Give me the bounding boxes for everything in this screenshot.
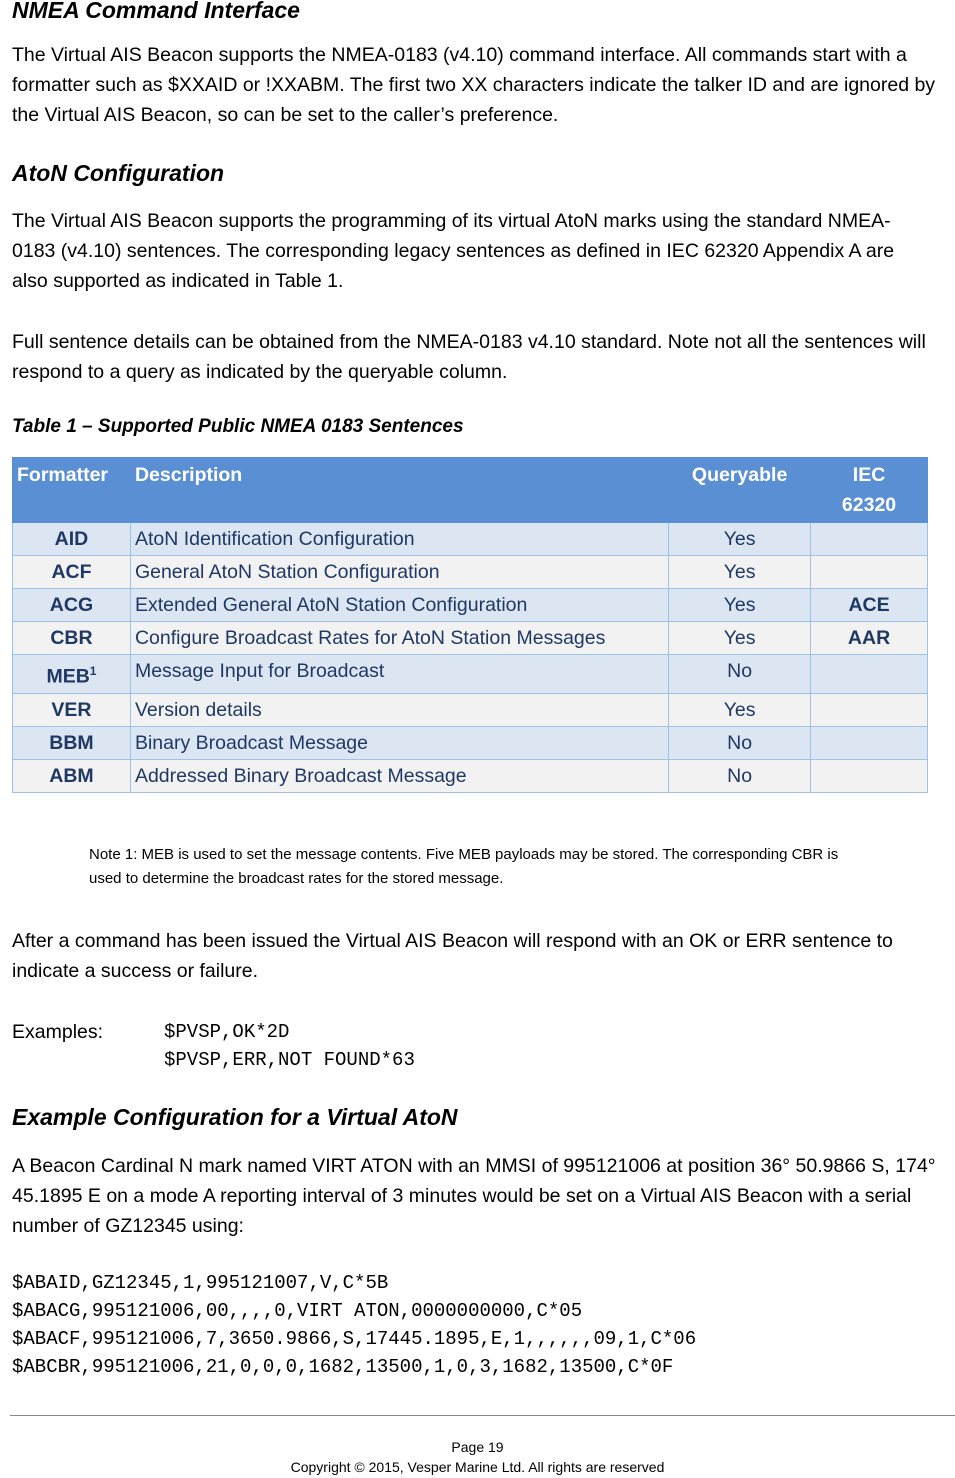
footer-divider — [10, 1415, 955, 1416]
cell-queryable: No — [669, 726, 811, 759]
header-iec-line1: IEC — [852, 464, 886, 486]
aton-heading: AtoN Configuration — [12, 160, 225, 186]
table-caption: Table 1 – Supported Public NMEA 0183 Sentences — [12, 416, 464, 437]
cell-queryable: No — [669, 759, 811, 792]
cell-iec: AAR — [811, 622, 928, 655]
sentences-table — [12, 457, 928, 793]
cell-formatter: ABM — [13, 759, 131, 792]
table-row — [13, 693, 928, 726]
header-iec-line2: 62320 — [841, 494, 897, 516]
copyright: Copyright © 2015, Vesper Marine Ltd. All rights are reserved — [290, 1459, 665, 1475]
cell-iec — [811, 726, 928, 759]
code-block — [12, 1269, 696, 1381]
code-line-acg: $ABACG,995121006,00,,,,0,VIRT ATON,0000000000,C*05 — [12, 1300, 583, 1322]
cell-iec — [811, 523, 928, 556]
table-row — [13, 523, 928, 556]
cell-description: AtoN Identification Configuration — [130, 523, 668, 556]
cell-description: General AtoN Station Configuration — [130, 556, 668, 589]
cell-formatter — [13, 655, 131, 694]
table-row — [13, 759, 928, 792]
cell-iec: ACE — [811, 589, 928, 622]
table-row — [13, 556, 928, 589]
cell-queryable: Yes — [669, 523, 811, 556]
table-row — [13, 655, 928, 694]
cell-queryable: Yes — [669, 622, 811, 655]
header-description: Description — [130, 458, 668, 523]
formatter-text: MEB — [46, 665, 90, 688]
cell-formatter: ACG — [13, 589, 131, 622]
aton-paragraph-1: The Virtual AIS Beacon supports the programming of its virtual AtoN marks using the standard NMEA-0183 (v4.10) sentences. The corresponding legacy sentences as defined in IEC 62320 Appendix A are also supported as indicated in Table 1. — [12, 210, 895, 292]
table-footnote: Note 1: MEB is used to set the message contents. Five MEB payloads may be stored. The corresponding CBR is used to determine the broadcast rates for the stored message. — [89, 846, 839, 887]
cell-iec — [811, 759, 928, 792]
cell-iec — [811, 693, 928, 726]
table-row — [13, 622, 928, 655]
examples-block — [12, 1018, 415, 1074]
cell-queryable: Yes — [669, 693, 811, 726]
cell-formatter: VER — [13, 693, 131, 726]
cell-formatter: ACF — [13, 556, 131, 589]
examples-list — [164, 1018, 415, 1074]
nmea-heading: NMEA Command Interface — [12, 0, 300, 23]
example-config-paragraph: A Beacon Cardinal N mark named VIRT ATON with an MMSI of 995121006 at position 36° 50.9866 S, 174° 45.1895 E on a mode A reporting interval of 3 minutes would be set on a Virtual AIS Beacon with a serial number of GZ12345 using: — [12, 1155, 936, 1237]
example-config-heading: Example Configuration for a Virtual AtoN — [12, 1104, 458, 1130]
response-paragraph: After a command has been issued the Virtual AIS Beacon will respond with an OK or ERR sentence to indicate a success or failure. — [12, 930, 893, 982]
cell-description: Configure Broadcast Rates for AtoN Station Messages — [130, 622, 668, 655]
cell-iec — [811, 556, 928, 589]
code-line-aid: $ABAID,GZ12345,1,995121007,V,C*5B — [12, 1272, 389, 1294]
cell-description: Extended General AtoN Station Configuration — [130, 589, 668, 622]
cell-description: Binary Broadcast Message — [130, 726, 668, 759]
header-formatter: Formatter — [13, 458, 131, 523]
table-row — [13, 726, 928, 759]
cell-formatter: CBR — [13, 622, 131, 655]
example-ok: $PVSP,OK*2D — [164, 1021, 290, 1043]
cell-queryable: Yes — [669, 556, 811, 589]
cell-queryable: No — [669, 655, 811, 694]
examples-label: Examples: — [12, 1021, 104, 1043]
cell-formatter: AID — [13, 523, 131, 556]
footnote-marker: 1 — [89, 664, 97, 678]
code-line-acf: $ABACF,995121006,7,3650.9866,S,17445.1895,E,1,,,,,,09,1,C*06 — [12, 1328, 697, 1350]
nmea-paragraph: The Virtual AIS Beacon supports the NMEA-0183 (v4.10) command interface. All commands start with a formatter such as $XXAID or !XXABM. The first two XX characters indicate the talker ID and are ignored by the Virtual AIS Beacon, so can be set to the caller’s preference. — [12, 44, 936, 126]
aton-paragraph-2: Full sentence details can be obtained from the NMEA-0183 v4.10 standard. Note not all the sentences will respond to a query as indicated by the queryable column. — [12, 331, 926, 383]
page-number: Page 19 — [451, 1439, 504, 1455]
cell-iec — [811, 655, 928, 694]
table-header-row — [13, 458, 928, 523]
cell-description: Addressed Binary Broadcast Message — [130, 759, 668, 792]
cell-queryable: Yes — [669, 589, 811, 622]
cell-description: Version details — [130, 693, 668, 726]
code-line-cbr: $ABCBR,995121006,21,0,0,0,1682,13500,1,0,3,1682,13500,C*0F — [12, 1356, 674, 1378]
cell-description: Message Input for Broadcast — [130, 655, 668, 694]
header-queryable: Queryable — [669, 458, 811, 523]
example-err: $PVSP,ERR,NOT FOUND*63 — [164, 1049, 415, 1071]
table-row — [13, 589, 928, 622]
header-iec — [811, 458, 928, 523]
cell-formatter: BBM — [13, 726, 131, 759]
